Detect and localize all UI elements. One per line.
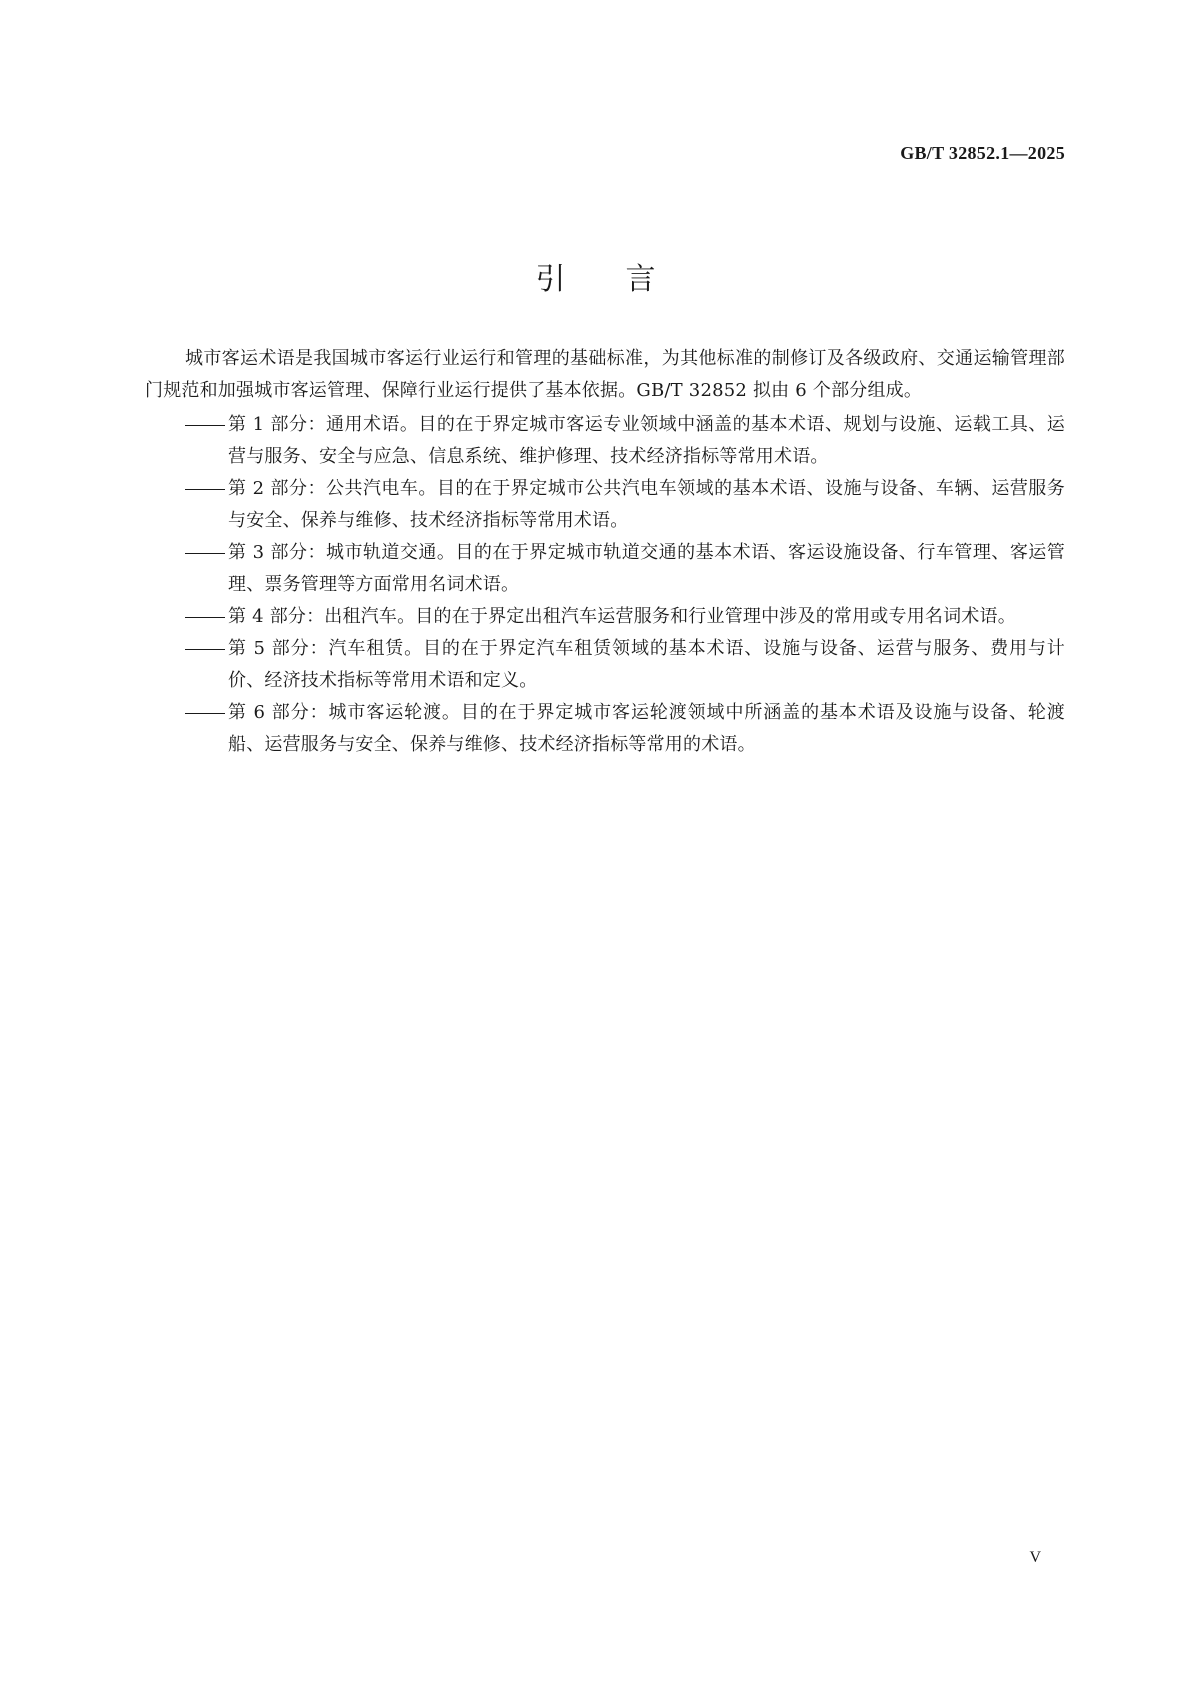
standard-code: GB/T 32852.1—2025 bbox=[900, 143, 1065, 163]
page-title: 引言 bbox=[535, 262, 716, 298]
list-item bbox=[145, 473, 1065, 537]
list-item bbox=[145, 409, 1065, 473]
list-item bbox=[145, 697, 1065, 761]
intro-paragraph: 城市客运术语是我国城市客运行业运行和管理的基础标准，为其他标准的制修订及各级政府、交通运输管理部门规范和加强城市客运管理、保障行业运行提供了基本依据。GB/T 32852 拟由 6 个部分组成。 bbox=[145, 348, 1065, 401]
list-item-text: 第 2 部分：公共汽电车。目的在于界定城市公共汽电车领域的基本术语、设施与设备、车辆、运营服务与安全、保养与维修、技术经济指标等常用术语。 bbox=[228, 478, 1065, 531]
parts-list bbox=[145, 409, 1065, 761]
page-number: V bbox=[1029, 1549, 1041, 1566]
list-item-text: 第 4 部分：出租汽车。目的在于界定出租汽车运营服务和行业管理中涉及的常用或专用名词术语。 bbox=[228, 606, 1016, 627]
list-item bbox=[145, 601, 1065, 633]
list-item-text: 第 6 部分：城市客运轮渡。目的在于界定城市客运轮渡领域中所涵盖的基本术语及设施与设备、轮渡船、运营服务与安全、保养与维修、技术经济指标等常用的术语。 bbox=[228, 702, 1065, 755]
document-body bbox=[145, 343, 1065, 761]
list-item-text: 第 3 部分：城市轨道交通。目的在于界定城市轨道交通的基本术语、客运设施设备、行车管理、客运管理、票务管理等方面常用名词术语。 bbox=[228, 542, 1065, 595]
list-item-text: 第 1 部分：通用术语。目的在于界定城市客运专业领域中涵盖的基本术语、规划与设施、运载工具、运营与服务、安全与应急、信息系统、维护修理、技术经济指标等常用术语。 bbox=[228, 414, 1065, 467]
list-item-text: 第 5 部分：汽车租赁。目的在于界定汽车租赁领域的基本术语、设施与设备、运营与服务、费用与计价、经济技术指标等常用术语和定义。 bbox=[228, 638, 1065, 691]
list-item bbox=[145, 537, 1065, 601]
list-item bbox=[145, 633, 1065, 697]
